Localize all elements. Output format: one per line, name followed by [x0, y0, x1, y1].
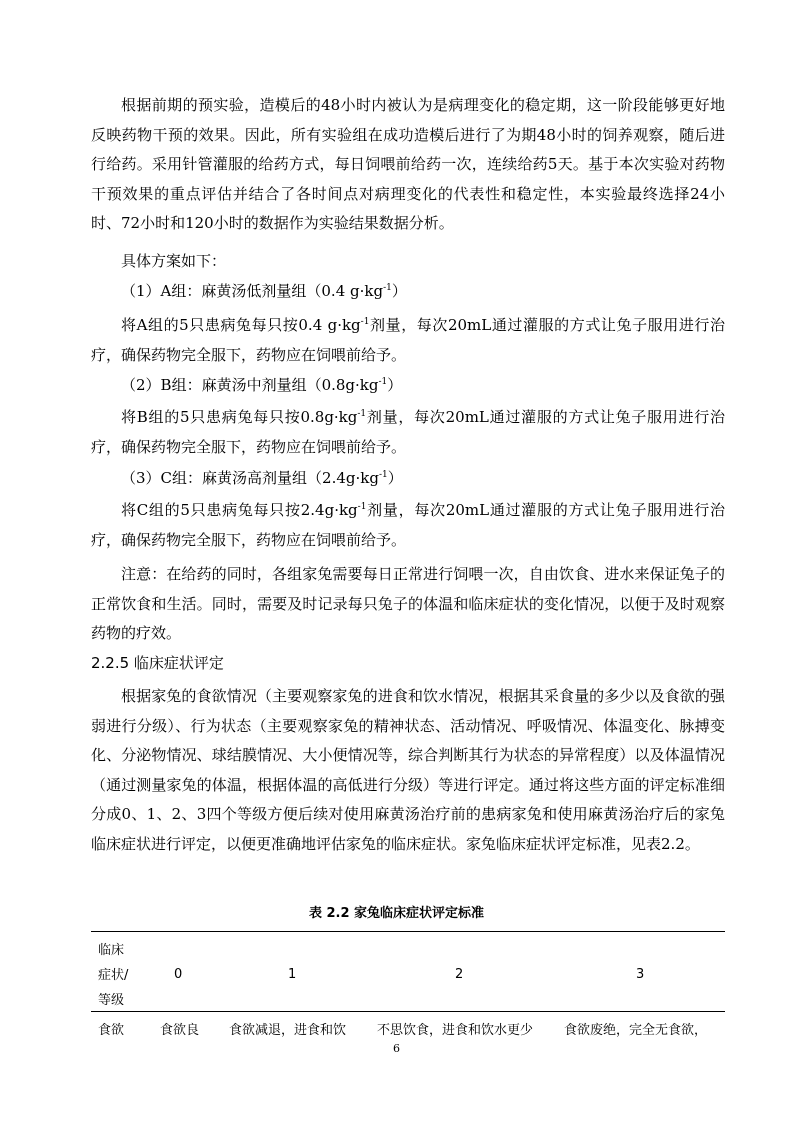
table-header-label [98, 938, 128, 1013]
table-caption: 表 2.2 家兔临床症状评定标准 [308, 906, 485, 921]
table-header-line-1: 临床 [98, 943, 125, 958]
grade-1-header: 1 [288, 967, 297, 982]
table-cell-grade-0: 食欲良 [160, 1023, 200, 1038]
table-header-line-2: 症状/ [98, 968, 129, 983]
grade-2-header: 2 [455, 967, 464, 982]
paragraph-evaluation: 根据家兔的食欲情况（主要观察家兔的进食和饮水情况，根据其采食量的多少以及食欲的强弱进行分级）、行为状态（主要观察家兔的精神状态、活动情况、呼吸情况、体温变化、脉搏变化、分泌物情况、球结膜情况、大小便情况等，综合判断其行为状态的异常程度）以及体温情况（通过测量家兔的体温，根据体温的高低进行分级）等进行评定。通过将这些方面的评定标准细分成0、1、2、3四个等级方便后续对使用麻黄汤治疗前的患病家兔和使用麻黄汤治疗后的家兔临床症状进行评定，以便更准确地评估家兔的临床症状。家兔临床症状评定标准，见表2.2。 [91, 687, 725, 853]
group-c-title: （3）C组：麻黄汤高剂量组$(2.4g\cdot kg^{-1})$ [121, 469, 403, 487]
page-number: 6 [393, 1042, 400, 1055]
section-heading: 2.2.5 临床症状评定 [91, 654, 224, 672]
table-header-rule [91, 1011, 725, 1012]
group-b-body: 将B组的5只患病兔每只按$0.8g\cdot kg^{-1}$剂量，每次20mL通过灌服的方式让兔子服用进行治疗，确保药物完全服下，药物应在饲喂前给予。 [91, 408, 726, 456]
grade-3-header: 3 [636, 967, 645, 982]
paragraph-pre-experiment: 根据前期的预实验，造模后的48小时内被认为是病理变化的稳定期，这一阶段能够更好地反映药物干预的效果。因此，所有实验组在成功造模后进行了为期48小时的饲养观察，随后进行给药。采用针管灌服的给药方式，每日饲喂前给药一次，连续给药5天。基于本次实验对药物干预效果的重点评估并结合了各时间点对病理变化的代表性和稳定性，本实验最终选择24小时、72小时和120小时的数据作为实验结果数据分析。 [91, 96, 725, 232]
table-header-line-3: 等级 [98, 993, 125, 1008]
paragraph-note: 注意：在给药的同时，各组家兔需要每日正常进行饲喂一次，自由饮食、进水来保证兔子的正常饮食和生活。同时，需要及时记录每只兔子的体温和临床症状的变化情况，以便于及时观察药物的疗效。 [91, 565, 725, 642]
group-c-body: 将C组的5只患病兔每只按$2.4g\cdot kg^{-1}$剂量，每次20mL通过灌服的方式让兔子服用进行治疗，确保药物完全服下，药物应在饲喂前给予。 [91, 501, 725, 549]
group-a-body: 将A组的5只患病兔每只按0.4 $g\cdot kg^{-1}$剂量，每次20mL通过灌服的方式让兔子服用进行治疗，确保药物完全服下，药物应在饲喂前给予。 [91, 316, 726, 364]
grade-0-header: 0 [174, 967, 183, 982]
table-top-rule [91, 931, 725, 932]
table-cell-grade-3: 食欲废绝，完全无食欲， [564, 1023, 708, 1038]
group-a-title: （1）A组：麻黄汤低剂量组（0.4 $g\cdot kg^{-1}$） [121, 282, 407, 300]
table-cell-grade-1: 食欲减退，进食和饮 [229, 1023, 347, 1038]
paragraph-intro: 具体方案如下： [121, 252, 227, 270]
table-row-label: 食欲 [98, 1023, 125, 1038]
group-b-title: （2）B组：麻黄汤中剂量组$(0.8g\cdot kg^{-1})$ [121, 376, 403, 394]
table-cell-grade-2: 不思饮食，进食和饮水更少 [377, 1023, 534, 1038]
